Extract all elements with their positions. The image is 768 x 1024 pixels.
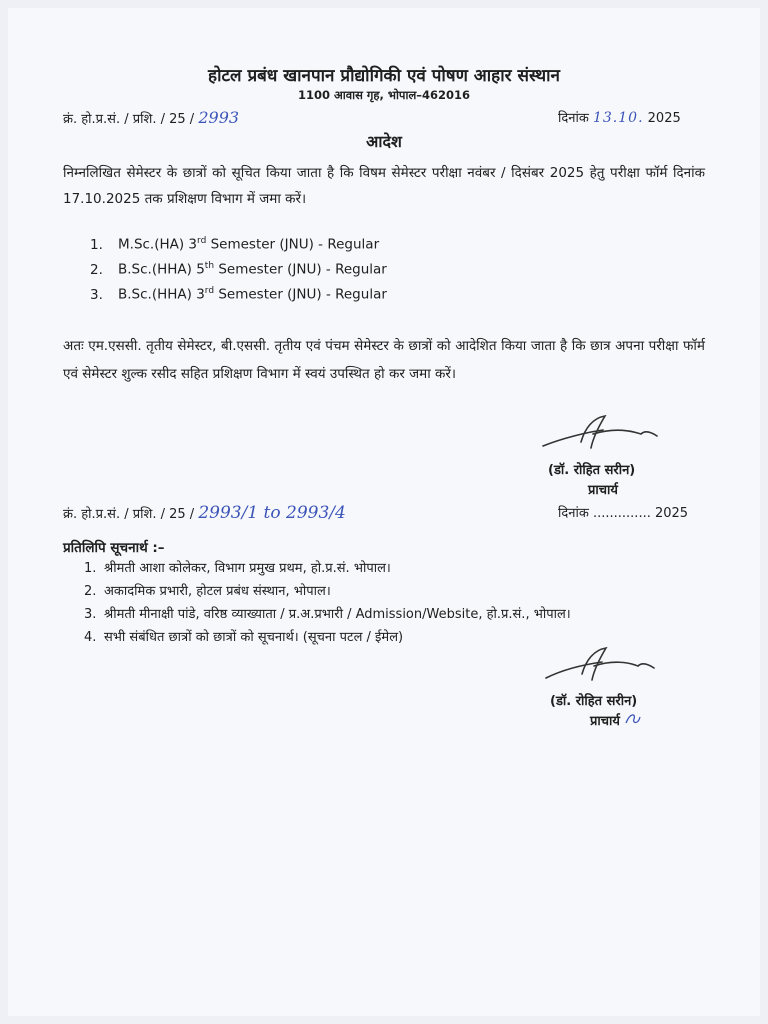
reference-number-2 bbox=[63, 503, 346, 523]
date-year: 2025 bbox=[654, 506, 689, 521]
date-label: दिनांक bbox=[558, 111, 589, 126]
date-label: दिनांक bbox=[558, 506, 589, 521]
document-page bbox=[8, 8, 760, 1016]
order-heading: आदेश bbox=[366, 132, 402, 151]
list-item: 1. M.Sc.(HA) 3rd Semester (JNU) - Regular bbox=[90, 236, 380, 253]
handwritten-date: 13.10. bbox=[592, 110, 644, 126]
date-dots: .............. bbox=[592, 506, 651, 521]
semester-list bbox=[90, 236, 387, 311]
copy-heading: प्रतिलिपि सूचनार्थ :– bbox=[63, 540, 165, 556]
order-date-1 bbox=[558, 108, 681, 126]
instruction-paragraph: अतः एम.एससी. तृतीय सेमेस्टर, बी.एससी. तृतीय एवं पंचम सेमेस्टर के छात्रों को आदेशित किया जाता है कि छात्र अपना परीक्षा फॉर्म एवं सेमेस्टर शुल्क रसीद सहित प्रशिक्षण विभाग में स्वयं उपस्थित हो कर जमा करें। bbox=[63, 338, 705, 382]
institute-name: होटल प्रबंध खानपान प्रौद्योगिकी एवं पोषण आहार संस्थान bbox=[208, 66, 560, 86]
body-paragraph: निम्नलिखित सेमेस्टर के छात्रों को सूचित किया जाता है कि विषम सेमेस्टर परीक्षा नवंबर / दिसंबर 2025 हेतु परीक्षा फॉर्म दिनांक 17.10.2025 तक प्रशिक्षण विभाग में जमा करें। bbox=[63, 165, 705, 207]
handwritten-ref-range: 2993/1 to 2993/4 bbox=[198, 503, 346, 523]
signatory-name: (डॉ. रोहित सरीन) bbox=[548, 463, 636, 478]
list-item: 3. B.Sc.(HHA) 3rd Semester (JNU) - Regular bbox=[90, 286, 387, 303]
reference-prefix: क्रं. हो.प्र.सं. / प्रशि. / 25 / bbox=[63, 507, 195, 522]
signature-image bbox=[533, 408, 673, 458]
initial-mark bbox=[624, 711, 642, 727]
copy-list bbox=[84, 558, 571, 650]
reference-prefix: क्रं. हो.प्र.सं. / प्रशि. / 25 / bbox=[63, 112, 195, 127]
signatory-name: (डॉ. रोहित सरीन) bbox=[550, 694, 638, 709]
list-item: 3. श्रीमती मीनाक्षी पांडे, वरिष्ठ व्याख्याता / प्र.अ.प्रभारी / Admission/Website, हो.प्र.सं., भोपाल। bbox=[84, 607, 571, 622]
list-item: 1. श्रीमती आशा कोलेकर, विभाग प्रमुख प्रथम, हो.प्र.सं. भोपाल। bbox=[84, 561, 391, 576]
signatory-designation: प्राचार्य bbox=[590, 711, 642, 729]
reference-number-1 bbox=[63, 108, 239, 127]
signatory-designation: प्राचार्य bbox=[588, 483, 618, 498]
date-year: 2025 bbox=[647, 111, 681, 126]
institute-address: 1100 आवास गृह, भोपाल–462016 bbox=[298, 88, 470, 102]
list-item: 2. B.Sc.(HHA) 5th Semester (JNU) - Regular bbox=[90, 261, 387, 278]
signature-image bbox=[538, 638, 668, 688]
handwritten-ref-number: 2993 bbox=[198, 108, 240, 127]
order-date-2 bbox=[558, 503, 688, 521]
list-item: 4. सभी संबंधित छात्रों को छात्रों को सूचनार्थ। (सूचना पटल / ईमेल) bbox=[84, 630, 404, 645]
list-item: 2. अकादमिक प्रभारी, होटल प्रबंध संस्थान, भोपाल। bbox=[84, 584, 331, 599]
